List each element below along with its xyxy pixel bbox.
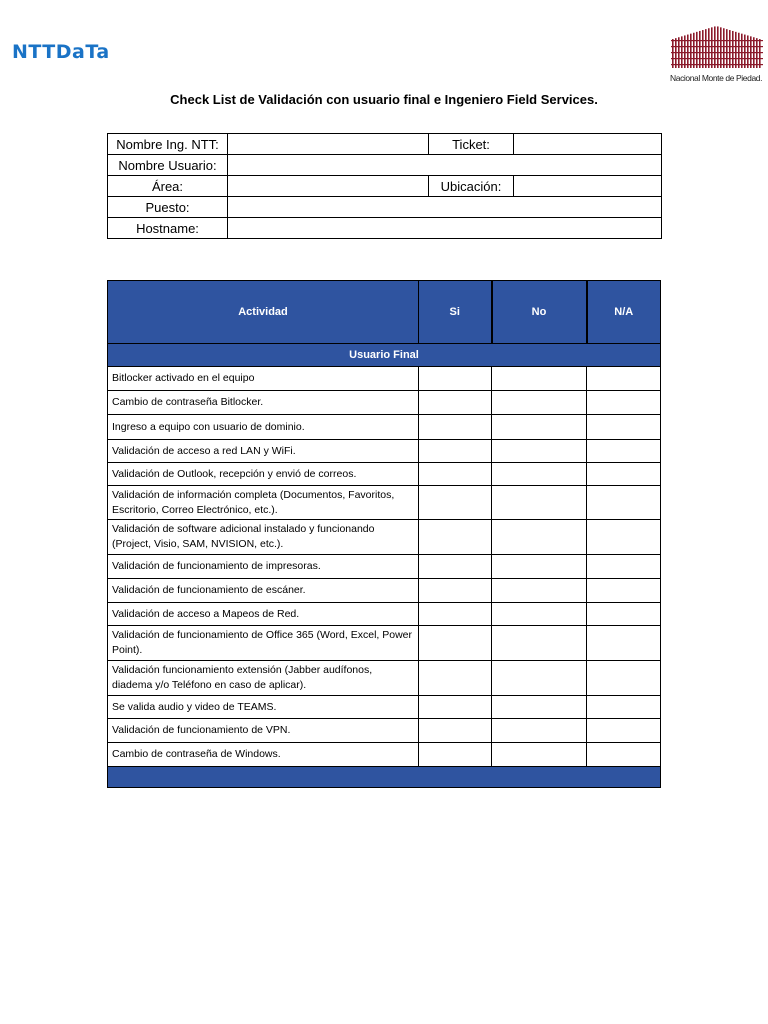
check-cell-na[interactable] [587,367,661,391]
check-cell-na[interactable] [587,415,661,440]
check-cell-si[interactable] [419,520,492,555]
building-band [671,58,763,59]
check-cell-no[interactable] [492,696,587,719]
field-ubicacion[interactable] [514,176,662,197]
field-nombre-usuario[interactable] [228,155,662,176]
header-actividad: Actividad [108,281,419,344]
building-column [729,30,731,68]
building-column [693,33,695,68]
check-cell-si[interactable] [419,743,492,767]
check-cell-na[interactable] [587,579,661,603]
info-row-puesto [108,197,662,218]
checklist-row [108,391,661,415]
field-area[interactable] [228,176,429,197]
activity-label: Cambio de contraseña Bitlocker. [108,391,419,415]
label-ubicacion: Ubicación: [429,176,514,197]
ntt-data-logo: NTTDaTa [12,41,110,63]
check-cell-no[interactable] [492,661,587,696]
checklist-row [108,486,661,520]
label-nombre-ing: Nombre Ing. NTT: [108,134,228,155]
checklist-row [108,415,661,440]
section-row [108,344,661,367]
building-column [759,39,761,68]
building-column [738,33,740,68]
building-icon [670,22,764,72]
building-column [687,35,689,68]
activity-label: Validación de acceso a red LAN y WiFi. [108,440,419,463]
field-nombre-ing[interactable] [228,134,429,155]
activity-label: Validación de funcionamiento de VPN. [108,719,419,743]
building-column [708,28,710,68]
building-column [690,34,692,68]
checklist-header-row [108,281,661,344]
building-column [726,29,728,68]
building-column [717,26,719,68]
check-cell-no[interactable] [492,463,587,486]
check-cell-si[interactable] [419,603,492,626]
building-column [735,32,737,68]
label-ticket: Ticket: [429,134,514,155]
check-cell-na[interactable] [587,463,661,486]
checklist-row [108,579,661,603]
building-column [699,31,701,68]
check-cell-no[interactable] [492,579,587,603]
check-cell-si[interactable] [419,415,492,440]
check-cell-si[interactable] [419,661,492,696]
check-cell-no[interactable] [492,520,587,555]
building-band [671,40,763,41]
check-cell-no[interactable] [492,367,587,391]
activity-label: Cambio de contraseña de Windows. [108,743,419,767]
activity-label: Validación de Outlook, recepción y envió de correos. [108,463,419,486]
checklist-row [108,719,661,743]
checklist-row [108,555,661,579]
footer-row [108,767,661,788]
check-cell-no[interactable] [492,719,587,743]
check-cell-no[interactable] [492,626,587,661]
activity-label: Validación de información completa (Documentos, Favoritos, Escritorio, Correo Electrónico, etc.). [108,486,419,520]
activity-label: Validación funcionamiento extensión (Jabber audífonos, diadema y/o Teléfono en caso de aplicar). [108,661,419,696]
check-cell-si[interactable] [419,486,492,520]
building-column [696,32,698,68]
check-cell-na[interactable] [587,555,661,579]
building-band [671,52,763,53]
building-column [732,31,734,68]
check-cell-si[interactable] [419,391,492,415]
check-cell-na[interactable] [587,391,661,415]
check-cell-na[interactable] [587,486,661,520]
check-cell-no[interactable] [492,486,587,520]
check-cell-no[interactable] [492,391,587,415]
check-cell-na[interactable] [587,440,661,463]
activity-label: Validación de acceso a Mapeos de Red. [108,603,419,626]
check-cell-si[interactable] [419,555,492,579]
building-column [741,34,743,68]
building-column [672,39,674,68]
label-hostname: Hostname: [108,218,228,239]
checklist-row [108,520,661,555]
check-cell-na[interactable] [587,626,661,661]
building-column [705,29,707,68]
check-cell-no[interactable] [492,603,587,626]
field-hostname[interactable] [228,218,662,239]
header-si: Si [419,281,492,344]
check-cell-no[interactable] [492,440,587,463]
building-column [711,27,713,68]
label-area: Área: [108,176,228,197]
label-puesto: Puesto: [108,197,228,218]
check-cell-na[interactable] [587,743,661,767]
check-cell-si[interactable] [419,579,492,603]
activity-label: Validación de funcionamiento de Office 365 (Word, Excel, Power Point). [108,626,419,661]
check-cell-na[interactable] [587,661,661,696]
check-cell-na[interactable] [587,696,661,719]
check-cell-si[interactable] [419,367,492,391]
checklist-row [108,661,661,696]
check-cell-si[interactable] [419,719,492,743]
checklist-row [108,743,661,767]
checklist-row [108,603,661,626]
page-title: Check List de Validación con usuario final e Ingeniero Field Services. [170,92,598,107]
building-column [744,35,746,68]
activity-label: Bitlocker activado en el equipo [108,367,419,391]
field-ticket[interactable] [514,134,662,155]
footer-bar [108,767,661,788]
check-cell-si[interactable] [419,626,492,661]
building-column [723,28,725,68]
activity-label: Validación de funcionamiento de impresoras. [108,555,419,579]
info-table [107,133,662,239]
info-row-usuario [108,155,662,176]
checklist-row [108,440,661,463]
building-column [702,30,704,68]
header-na: N/A [587,281,661,344]
nmp-caption: Nacional Monte de Piedad. [670,73,763,83]
check-cell-no[interactable] [492,743,587,767]
checklist-table [107,280,661,788]
section-usuario-final: Usuario Final [108,344,661,367]
check-cell-na[interactable] [587,719,661,743]
check-cell-na[interactable] [587,603,661,626]
building-column [720,27,722,68]
building-band [671,46,763,47]
checklist-row [108,463,661,486]
info-row-hostname [108,218,662,239]
checklist-row [108,367,661,391]
activity-label: Se valida audio y video de TEAMS. [108,696,419,719]
check-cell-si[interactable] [419,696,492,719]
info-row-area [108,176,662,197]
check-cell-no[interactable] [492,555,587,579]
building-column [714,26,716,68]
check-cell-na[interactable] [587,520,661,555]
check-cell-si[interactable] [419,463,492,486]
info-row-ing [108,134,662,155]
activity-label: Validación de software adicional instalado y funcionando (Project, Visio, SAM, NVISION, etc.). [108,520,419,555]
checklist-row [108,696,661,719]
building-band [671,64,763,65]
activity-label: Ingreso a equipo con usuario de dominio. [108,415,419,440]
header-no: No [492,281,587,344]
checklist-row [108,626,661,661]
field-puesto[interactable] [228,197,662,218]
check-cell-si[interactable] [419,440,492,463]
activity-label: Validación de funcionamiento de escáner. [108,579,419,603]
check-cell-no[interactable] [492,415,587,440]
label-nombre-usuario: Nombre Usuario: [108,155,228,176]
nacional-monte-de-piedad-logo [670,22,764,90]
